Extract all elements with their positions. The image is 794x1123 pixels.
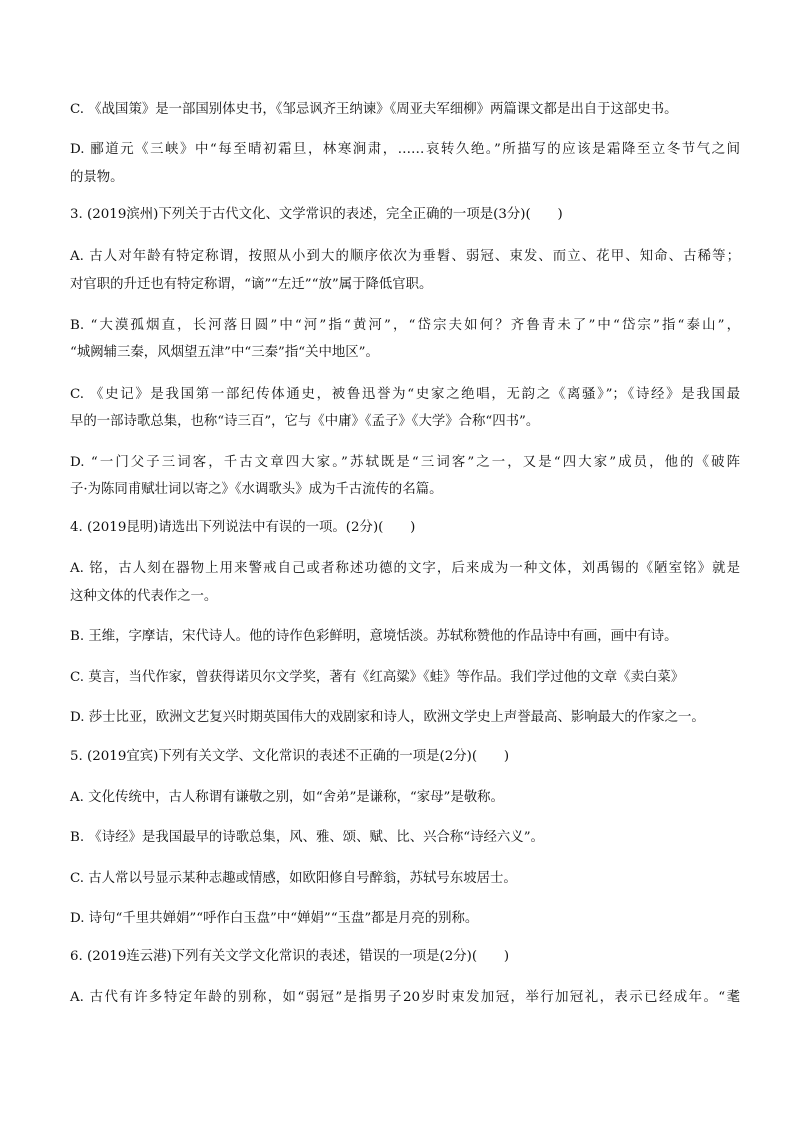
text-line: B. “大漠孤烟直，长河落日圆”中“河”指“黄河”，“岱宗夫如何？齐鲁青未了”中“岱宗”指“泰山”， <box>70 318 740 333</box>
text-line: D. 郦道元《三峡》中“每至晴初霜旦，林寒涧肃，……哀转久绝。”所描写的应该是霜降至立冬节气之间 <box>70 142 740 157</box>
text-line: 的景物。 <box>70 170 124 185</box>
text-line: A. 文化传统中，古人称谓有谦敬之别，如“舍弟”是谦称，“家母”是敬称。 <box>70 790 504 805</box>
text-line: C. 《史记》是我国第一部纪传体通史，被鲁迅誉为“史家之绝唱，无韵之《离骚》”；《诗经》是我国最 <box>70 387 740 402</box>
text-line: A. 古代有许多特定年龄的别称，如“弱冠”是指男子20岁时束发加冠，举行加冠礼，表示已经成年。“耄 <box>70 990 740 1005</box>
text-line: B. 《诗经》是我国最早的诗歌总集，风、雅、颂、赋、比、兴合称“诗经六义”。 <box>70 830 544 845</box>
text-line: 子·为陈同甫赋壮词以寄之》《水调歌头》成为千古流传的名篇。 <box>70 482 443 497</box>
text-line: A. 铭，古人刻在器物上用来警戒自己或者称述功德的文字，后来成为一种文体，刘禹锡的《陋室铭》就是 <box>70 561 740 576</box>
text-line: 早的一部诗歌总集，也称“诗三百”，它与《中庸》《孟子》《大学》合称“四书”。 <box>70 414 540 429</box>
question-heading: 5. (2019宜宾)下列有关文学、文化常识的表述不正确的一项是(2分)( ) <box>70 749 510 764</box>
text-line: B. 王维，字摩诘，宋代诗人。他的诗作色彩鲜明，意境恬淡。苏轼称赞他的作品诗中有画，画中有诗。 <box>70 629 678 644</box>
text-line: 对官职的升迁也有特定称谓，“谪”“左迁”“放”属于降低官职。 <box>70 277 433 292</box>
text-line: D. “一门父子三词客，千古文章四大家。”苏轼既是“三词客”之一，又是“四大家”成员，他的《破阵 <box>70 455 740 470</box>
text-line: A. 古人对年龄有特定称谓，按照从小到大的顺序依次为垂髫、弱冠、束发、而立、花甲、知命、古稀等； <box>70 249 740 264</box>
text-line: D. 莎士比亚，欧洲文艺复兴时期英国伟大的戏剧家和诗人，欧洲文学史上声誉最高、影响最大的作家之一。 <box>70 710 705 725</box>
question-heading: 6. (2019连云港)下列有关文学文化常识的表述，错误的一项是(2分)( ) <box>70 949 510 964</box>
text-line: 这种文体的代表作之一。 <box>70 589 218 604</box>
text-line: D. 诗句“千里共婵娟”“呼作白玉盘”中“婵娟”“玉盘”都是月亮的别称。 <box>70 911 479 926</box>
text-line: “城阙辅三秦，风烟望五津”中“三秦”指“关中地区”。 <box>70 345 379 360</box>
question-heading: 3. (2019滨州)下列关于古代文化、文学常识的表述，完全正确的一项是(3分)( ) <box>70 207 563 222</box>
question-heading: 4. (2019昆明)请选出下列说法中有误的一项。(2分)( ) <box>70 520 416 535</box>
text-line: C. 莫言，当代作家，曾获得诺贝尔文学奖，著有《红高粱》《蛙》等作品。我们学过他的文章《卖白菜》 <box>70 670 685 685</box>
text-line: C. 《战国策》是一部国别体史书，《邹忌讽齐王纳谏》《周亚夫军细柳》两篇课文都是出自于这部史书。 <box>70 102 678 117</box>
text-line: C. 古人常以号显示某种志趣或情感，如欧阳修自号醉翁，苏轼号东坡居士。 <box>70 871 517 886</box>
